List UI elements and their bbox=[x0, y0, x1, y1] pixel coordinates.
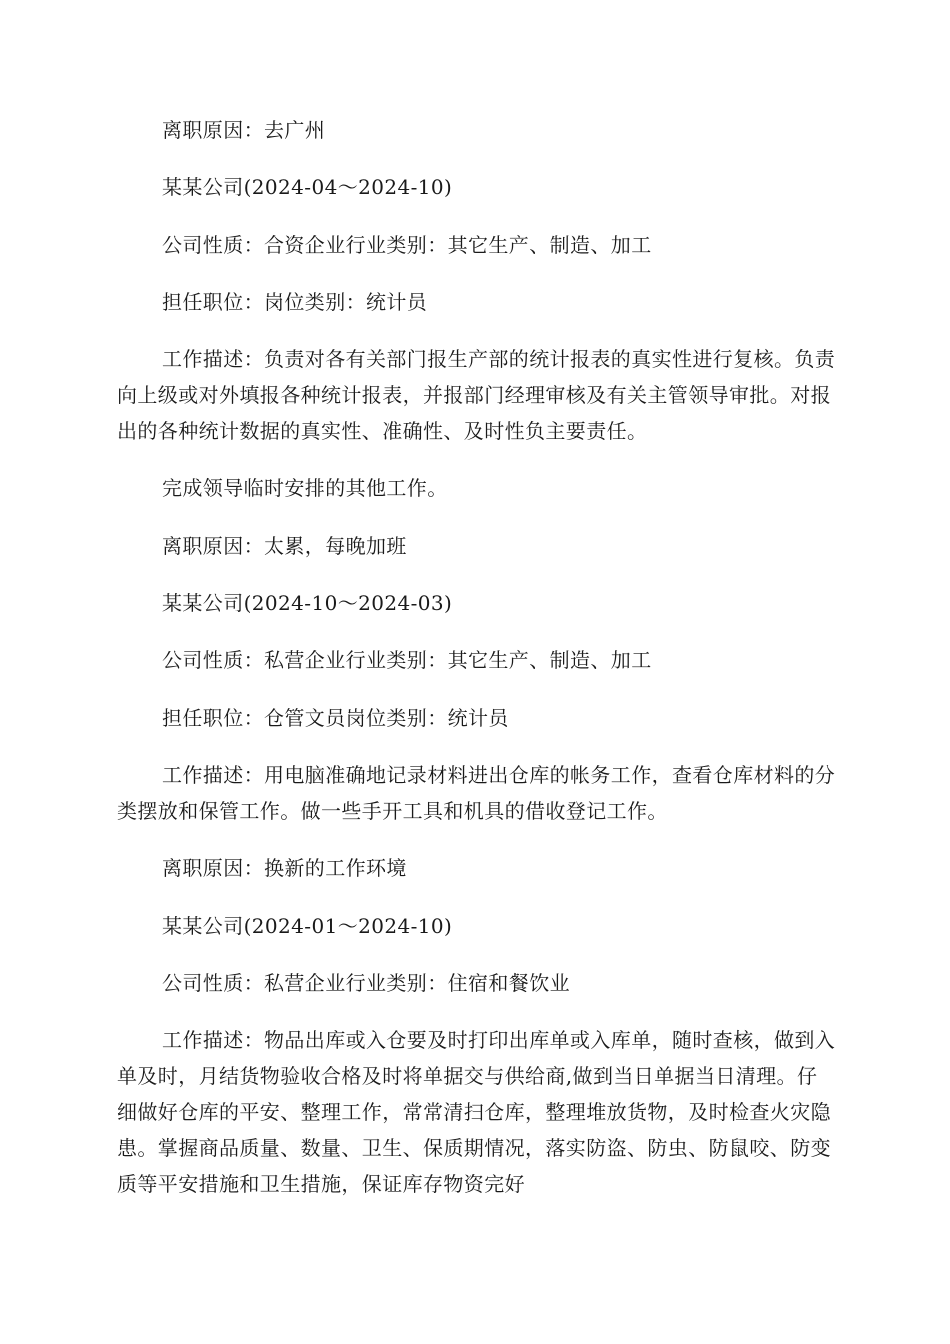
company-1-header: 某某公司(2024-04～2024-10) bbox=[162, 175, 453, 200]
resignation-reason-1: 离职原因：去广州 bbox=[162, 118, 326, 142]
company-1-position: 担任职位：岗位类别：统计员 bbox=[162, 289, 428, 314]
document-page bbox=[117, 112, 837, 1223]
company-2-nature: 公司性质：私营企业行业类别：其它生产、制造、加工 bbox=[162, 648, 652, 673]
resignation-reason-2: 离职原因：太累，每晚加班 bbox=[162, 533, 407, 558]
company-1-nature: 公司性质：合资企业行业类别：其它生产、制造、加工 bbox=[162, 232, 652, 257]
company-1-description: 工作描述：负责对各有关部门报生产部的统计报表的真实性进行复核。负责向上级或对外填报各种统计报表，并报部门经理审核及有关主管领导审批。对报出的各种统计数据的真实性、准确性、及时性负主要责任。 bbox=[117, 347, 836, 444]
resignation-reason-3: 离职原因：换新的工作环境 bbox=[162, 856, 407, 881]
company-2-header: 某某公司(2024-10～2024-03) bbox=[162, 591, 453, 616]
company-2-position: 担任职位：仓管文员岗位类别：统计员 bbox=[162, 705, 509, 730]
company-3-nature: 公司性质：私营企业行业类别：住宿和餐饮业 bbox=[162, 970, 570, 995]
company-1-other-duties: 完成领导临时安排的其他工作。 bbox=[162, 476, 448, 501]
company-3-description: 工作描述：物品出库或入仓要及时打印出库单或入库单，随时查核，做到入单及时，月结货物验收合格及时将单据交与供给商,做到当日单据当日清理。仔细做好仓库的平安、整理工作，常常清扫仓库，整理堆放货物，及时检查火灾隐患。掌握商品质量、数量、卫生、保质期情况，落实防盗、防虫、防鼠咬、防变质等平安措施和卫生措施，保证库存物资完好 bbox=[117, 1028, 836, 1197]
company-3-header: 某某公司(2024-01～2024-10) bbox=[162, 913, 453, 938]
company-2-description: 工作描述：用电脑准确地记录材料进出仓库的帐务工作，查看仓库材料的分类摆放和保管工作。做一些手开工具和机具的借收登记工作。 bbox=[117, 762, 836, 823]
